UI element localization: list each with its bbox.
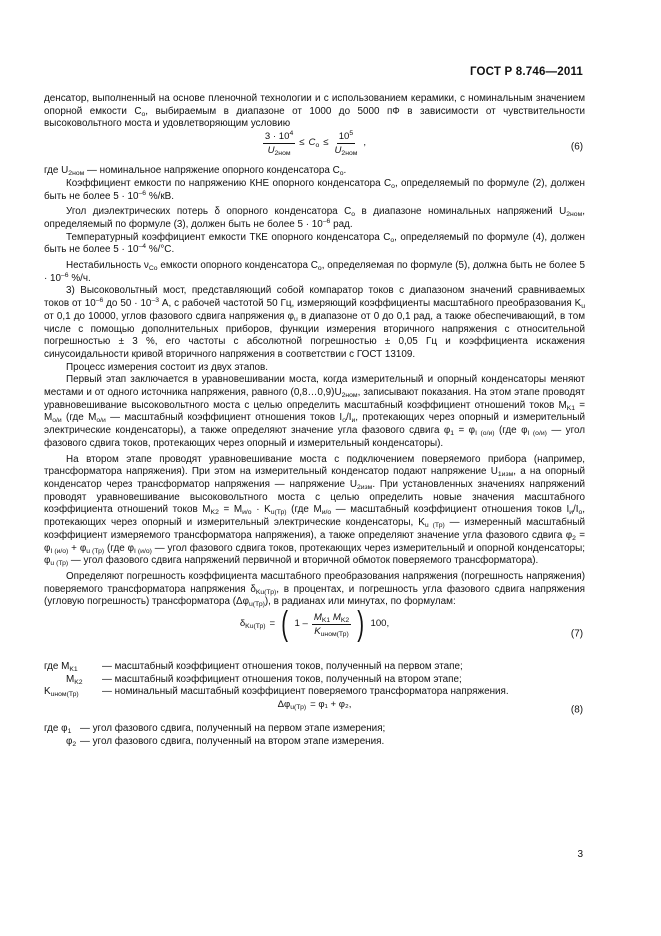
paragraph-kne: Коэффициент емкости по напряжению КНЕ опорного конденсатора $C_o$, определяемый по формуле (2), должен быть не более $5 \cdot 10^{-6}$ %/кВ. — [44, 177, 585, 202]
paragraph-stage-2: На втором этапе проводят уравновешивание моста с подключением поверяемого прибора (например, трансформатора напряжения). При этом на измерительный конденсатор подают напряжение $U_{1изм}$, а на опорный конденсатор через трансформатор напряжения — напряжение $U_{2изм}$. При установленных значениях напряжений проводят уравновешивание высоковольтного моста с целью определить новые значения масштабного коэффициента отношений токов $M_{K2} = M_{и/о} \cdot K_{u(Тр)}$ (где $M_{и/о}$ — масштабный коэффициент отношения токов $I_и/I_о$, протекающих через опорный и измерительный электрические конденсаторы, $K_{u (Тр)}$ — измеренный масштабный коэффициент измеряемого трансформатора напряжения), а также определяют значение угла фазового сдвига $\varphi_2 = \varphi_{I (и/о)} + \varphi_{u (Тр)}$ (где $\varphi_{I (и/о)}$ — угол фазового сдвига токов, протекающих через измерительный и опорной конденсаторы; $\varphi_{u (Тр)}$ — угол фазового сдвига напряжений первичной и вторичной обмоток поверяемого трансформатора). — [44, 453, 586, 568]
formula-number: (8) — [570, 704, 583, 716]
formula-8: $\Delta\varphi_{u(Тр)}$ = φ₁ + φ₂, (8) — [277, 699, 583, 716]
definition-mk1: где $M_{K1}$ — масштабный коэффициент отношения токов, полученный на первом этапе; — [44, 661, 463, 674]
paragraph-errors: Определяют погрешность коэффициента масштабного преобразования напряжения (погрешность напряжения) поверяемого трансформатора напряжения $\delta_{Ku(Тр)}$, в процентах, и погрешность угла фазового сдвига напряжения (угловую погрешность) трансформатора $(\Delta\varphi_{u(Тр)})$, в радианах или минутах, по формулам: — [44, 570, 585, 609]
paragraph-tke: Температурный коэффициент емкости ТКЕ опорного конденсатора $C_o$, определяемый по формуле (4), должен быть не более $5 \cdot 10^{-4}$ %/°С. — [44, 231, 586, 256]
formula-6: $\frac{3 \cdot 10^4}{U_{2ном}}$ ≤ $C_o$ ≤ $\frac{10^5}{U_{2ном}}$ , (6) — [264, 130, 583, 158]
definition-mk2: $M_{K2}$ — масштабный коэффициент отношения токов, полученный на втором этапе; — [66, 673, 462, 686]
definition-kunom: $K_{uном(Тр)}$ — номинальный масштабный коэффициент поверяемого трансформатора напряжения. — [44, 686, 509, 699]
where-u2nom: где $U_{2ном}$ — номинальное напряжение опорного конденсатора $C_o$. — [44, 165, 347, 178]
formula-number: (6) — [570, 141, 583, 153]
formula-number: (7) — [570, 628, 583, 640]
page-number: 3 — [577, 849, 583, 860]
paragraph-bridge: 3) Высоковольтный мост, представляющий собой компаратор токов с диапазоном значений сравниваемых токов от $10^{-6}$ до $50 \cdot 10^{-3}$ А, с рабочей частотой 50 Гц, измеряющий коэффициенты масштабного преобразования $K_u$ от 0,1 до 10000, углов фазового сдвига напряжения $\varphi_u$ в диапазоне от 0 до 0,1 рад, а также обеспечивающий, в том числе с помощью дополнительных приборов, функции измерения вторичного напряжения с относительной погрешностью ± 3 %, его частоты с абсолютной погрешностью ± 0,05 Гц и коэффициента искажения синусоидальности кривой вторичного напряжения в соответствии с ГОСТ 13109. — [44, 285, 586, 360]
paragraph-capacitor: денсатор, выполненный на основе пленочной технологии и с использованием керамики, с номинальным значением опорной емкости $C_o$, выбираемым в диапазоне от 1000 до 5000 пФ в зависимости от чувствительности высоковольтного моста и удовлетворяющим условию — [44, 93, 585, 130]
formula-7: $\delta_{Ku(Тр)}$ = ( 1 – $\frac{M_{K1} M_{K2}}{K_{uном(Тр)}}$ ) 100, (7) — [239, 605, 583, 644]
paragraph-loss-angle: Угол диэлектрических потерь δ опорного конденсатора $C_o$ в диапазоне номинальных напряжений $U_{2ном}$, определяемый по формуле (3), должен быть не более $5 \cdot 10^{-6}$ рад. — [44, 206, 585, 230]
paragraph-stage-1: Первый этап заключается в уравновешивании моста, когда измерительный и опорный конденсаторы меняют местами и от одного источника напряжения, равного $(0,8\dots 0,9)U_{2ном}$, записывают показания. На этом этапе проводят уравновешивание высоковольтного моста с целью определить масштабный коэффициент отношений токов $M_{K1} = M_{o/и}$ (где $M_{o/и}$ — масштабный коэффициент отношения токов $I_o/I_и$, протекающих через опорный и измерительный электрические конденсаторы), а также определяют значение угла фазового сдвига $\varphi_1 = \varphi_{I (о/и)}$ (где $\varphi_{I (о/и)}$ — угол фазового сдвига токов, протекающих через опорный и измерительный конденсаторы). — [44, 374, 585, 449]
document-id: ГОСТ Р 8.746—2011 — [469, 66, 583, 78]
definition-phi1: где $\varphi_1$ — угол фазового сдвига, полученный на первом этапе измерения; — [44, 723, 386, 736]
paragraph-process: Процесс измерения состоит из двух этапов. — [66, 361, 269, 373]
paragraph-instability: Нестабильность $\nu_{Co}$ емкости опорного конденсатора $C_o$, определяемая по формуле (5), должна быть не более $5 \cdot 10^{-6}$ %/ч. — [44, 260, 585, 284]
definition-phi2: $\varphi_2$ — угол фазового сдвига, полученный на втором этапе измерения. — [66, 735, 385, 748]
document-body — [44, 93, 585, 749]
